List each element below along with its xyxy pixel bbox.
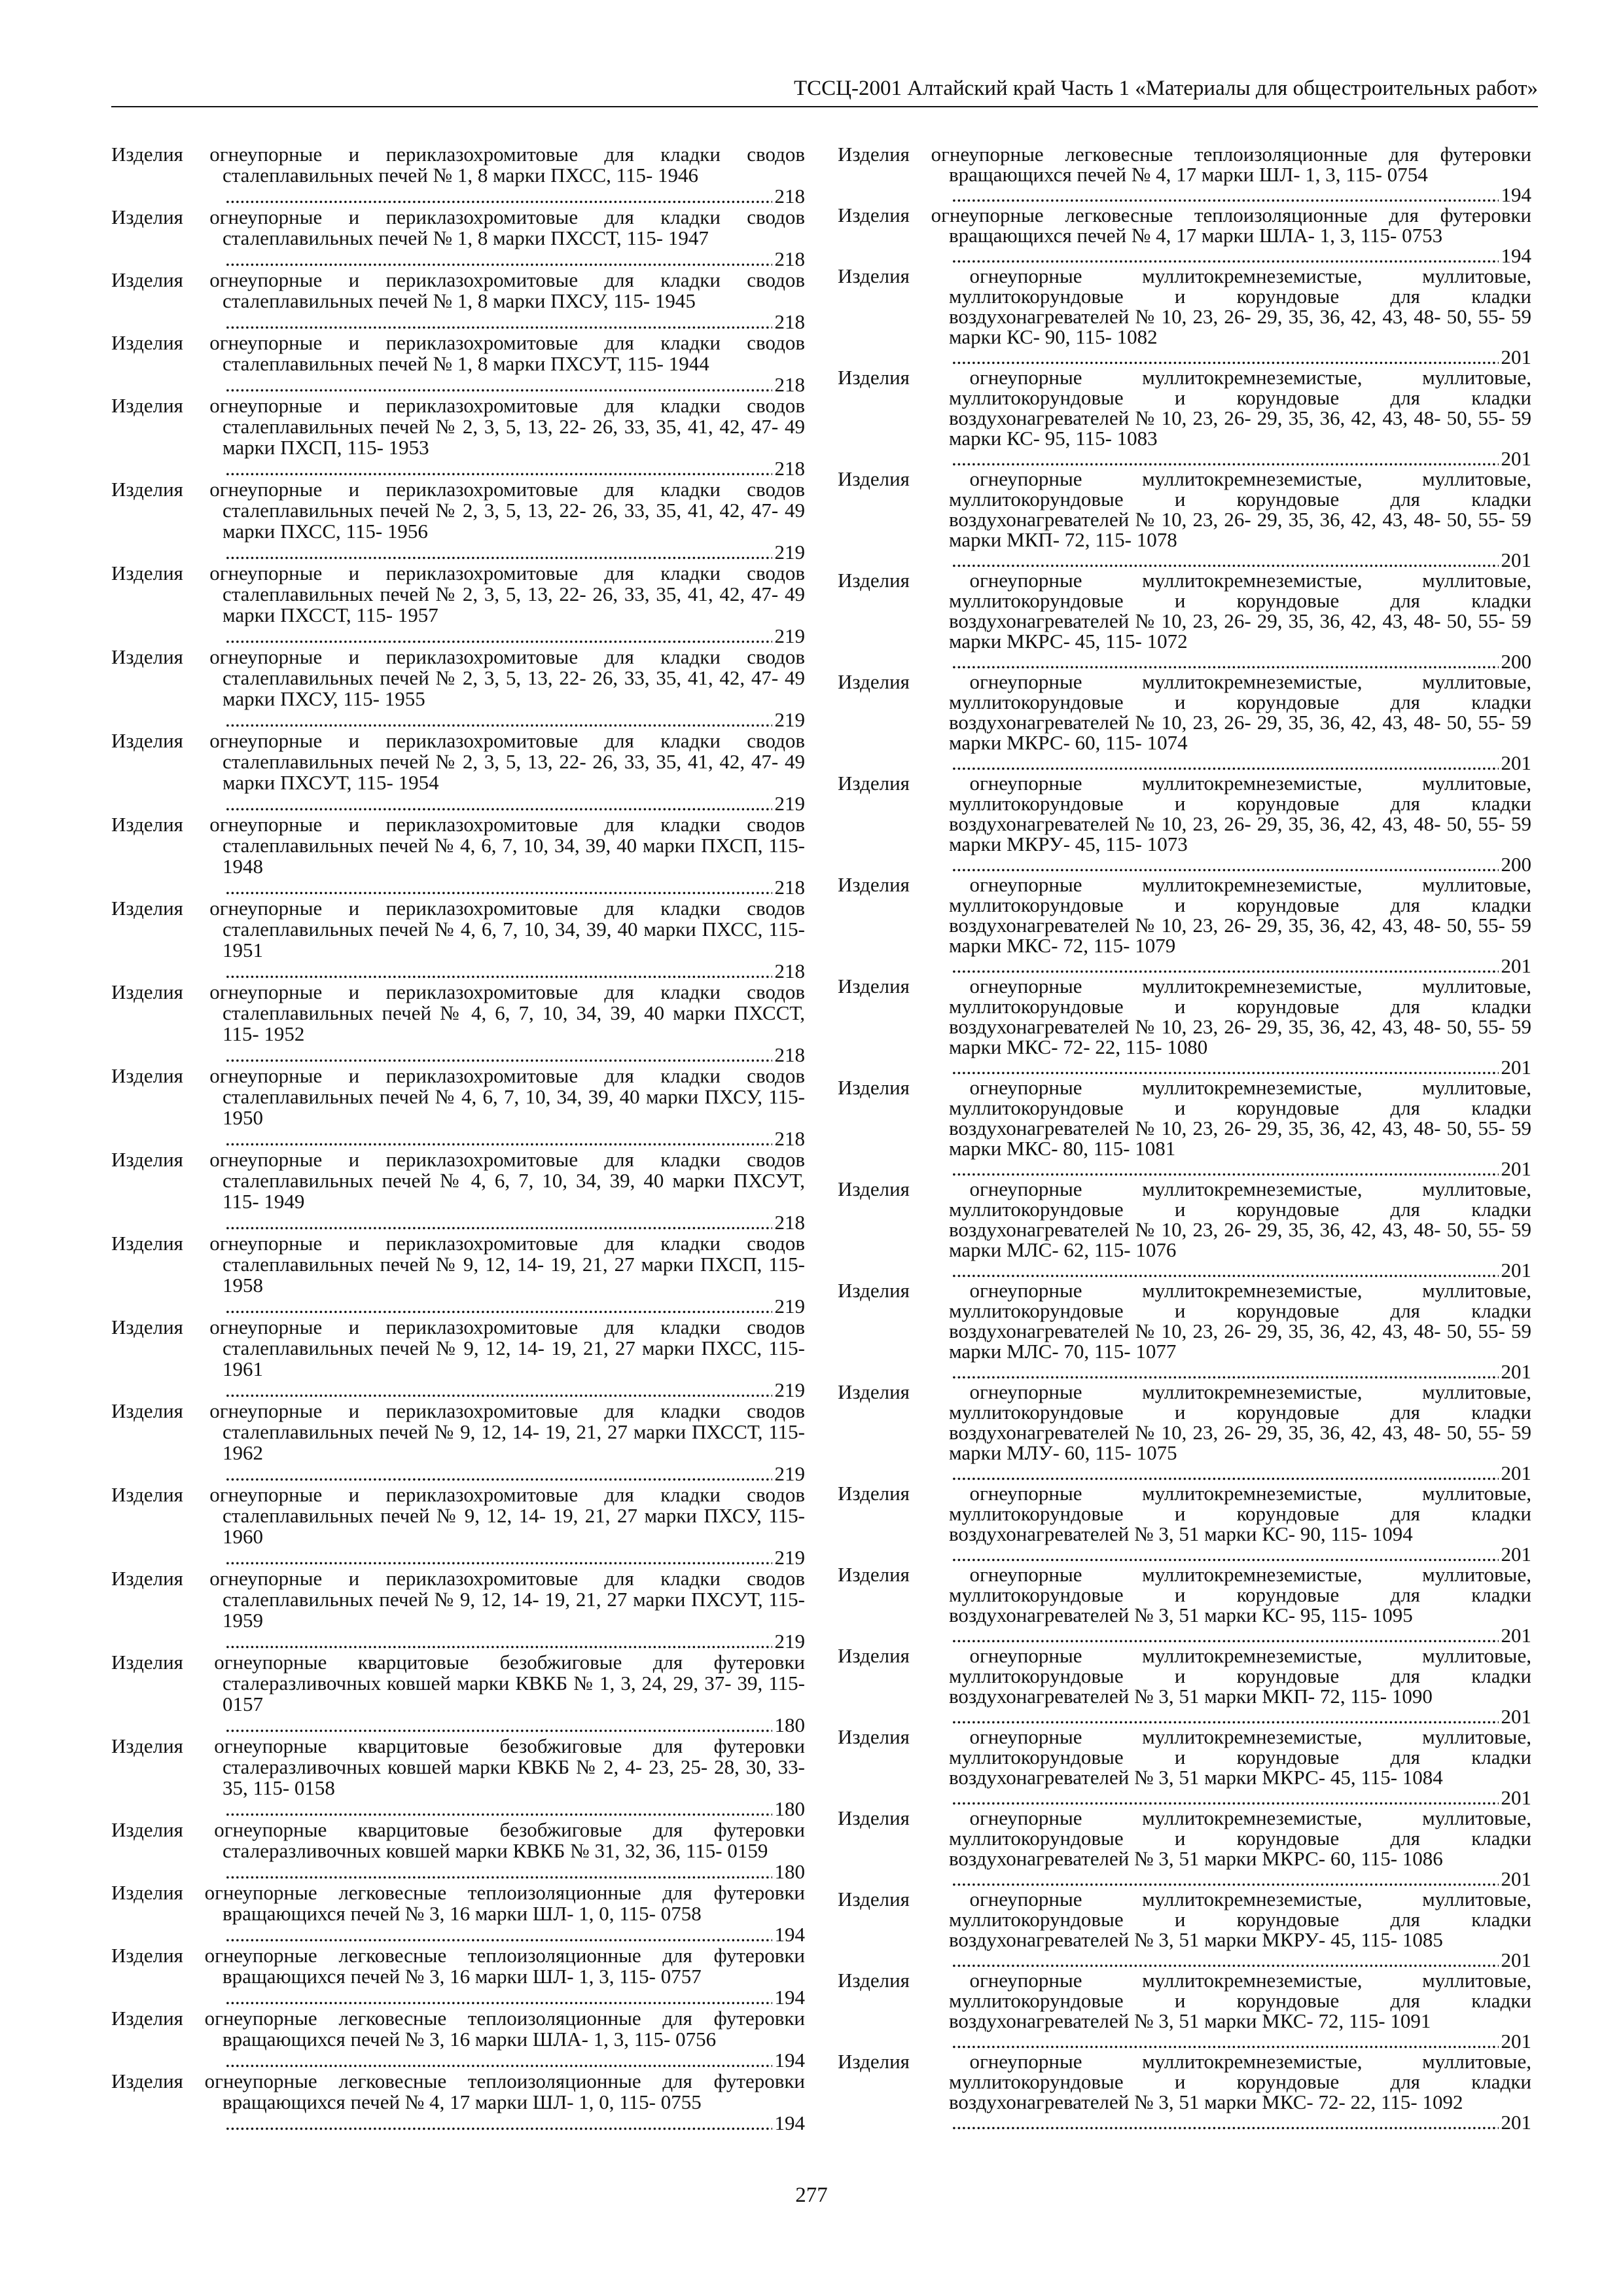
index-entry: [111, 730, 805, 814]
index-entry-leader: [223, 1212, 805, 1233]
index-entry-leader: [223, 1380, 805, 1401]
index-entry-text: Изделия огнеупорные и периклазохромитовые для кладки сводов сталеплавильных печей № 9, 12, 14- 19, 21, 27 марки ПХССТ, 115- 1962: [111, 1399, 805, 1464]
index-entry-text: Изделия огнеупорные и периклазохромитовые для кладки сводов сталеплавильных печей № 9, 12, 14- 19, 21, 27 марки ПХСУ, 115- 1960: [111, 1483, 805, 1548]
index-entry-leader: [223, 1924, 805, 1945]
index-entry-page: 201: [1501, 1056, 1531, 1079]
index-entry: [838, 1179, 1531, 1280]
index-entry: [838, 1970, 1531, 2051]
dot-leader: [225, 877, 772, 898]
index-entry: [838, 672, 1531, 773]
index-entry-text: Изделия огнеупорные муллитокремнеземистые, муллитовые, муллитокорундовые и корундовые для кладки воздухонагревателей № 3, 51 марки КС- 90, 115- 1094: [838, 1482, 1531, 1545]
dot-leader: [952, 1463, 1499, 1483]
dot-leader: [225, 1128, 772, 1149]
index-entry-page: 201: [1501, 1705, 1531, 1728]
index-entry: [111, 982, 805, 1066]
index-entry-page: 201: [1501, 1867, 1531, 1890]
index-entry-leader: [949, 1361, 1531, 1382]
index-entry: [111, 1484, 805, 1568]
index-entry: [111, 898, 805, 982]
index-entry-leader: [223, 249, 805, 270]
index-entry: [838, 773, 1531, 874]
index-column-left: [111, 144, 805, 2134]
index-entry-text: Изделия огнеупорные кварцитовые безобжиговые для футеровки сталеразливочных ковшей марки КВКБ № 31, 32, 36, 115- 0159: [111, 1818, 805, 1862]
dot-leader: [952, 1625, 1499, 1645]
index-entry-leader: [949, 1057, 1531, 1077]
dot-leader: [952, 448, 1499, 469]
dot-leader: [225, 793, 772, 814]
index-entry-text: Изделия огнеупорные муллитокремнеземистые, муллитовые, муллитокорундовые и корундовые для кладки воздухонагревателей № 3, 51 марки МКРУ- 45, 115- 1085: [838, 1888, 1531, 1951]
index-entry: [111, 332, 805, 395]
index-entry-text: Изделия огнеупорные легковесные теплоизоляционные для футеровки вращающихся печей № 4, 17 марки ШЛ- 1, 3, 115- 0754: [838, 143, 1531, 186]
dot-leader: [225, 186, 772, 207]
index-entry-page: 201: [1501, 1157, 1531, 1180]
index-entry-leader: [949, 1787, 1531, 1808]
index-entry-text: Изделия огнеупорные муллитокремнеземистые, муллитовые, муллитокорундовые и корундовые для кладки воздухонагревателей № 3, 51 марки МКРС- 60, 115- 1086: [838, 1806, 1531, 1870]
index-entry: [111, 395, 805, 479]
index-entry-page: 218: [774, 960, 805, 982]
index-entry: [838, 1077, 1531, 1179]
index-entry-page: 201: [1501, 548, 1531, 571]
index-entry-leader: [949, 1158, 1531, 1179]
index-entry-text: Изделия огнеупорные муллитокремнеземистые, муллитовые, муллитокорундовые и корундовые для кладки воздухонагревателей № 10, 23, 26- 29, 35, 36, 42, 43, 48- 50, 55- 59 марки КС- 90, 115- 1082: [838, 264, 1531, 348]
dot-leader: [952, 185, 1499, 205]
index-entry-page: 180: [774, 1713, 805, 1736]
index-entry-leader: [949, 185, 1531, 205]
index-entry-page: 194: [774, 2111, 805, 2134]
dot-leader: [952, 2031, 1499, 2051]
dot-leader: [225, 1799, 772, 1820]
dot-leader: [225, 458, 772, 479]
index-entry-text: Изделия огнеупорные и периклазохромитовые для кладки сводов сталеплавильных печей № 4, 6, 7, 10, 34, 39, 40 марки ПХССТ, 115- 1952: [111, 980, 805, 1045]
index-entry-page: 218: [774, 373, 805, 396]
index-entry-page: 180: [774, 1860, 805, 1883]
index-entry-text: Изделия огнеупорные муллитокремнеземистые, муллитовые, муллитокорундовые и корундовые для кладки воздухонагревателей № 10, 23, 26- 29, 35, 36, 42, 43, 48- 50, 55- 59 марки МКС- 72, 115- 1079: [838, 873, 1531, 957]
dot-leader: [225, 1547, 772, 1568]
index-entry-text: Изделия огнеупорные и периклазохромитовые для кладки сводов сталеплавильных печей № 9, 12, 14- 19, 21, 27 марки ПХСС, 115- 1961: [111, 1316, 805, 1380]
dot-leader: [952, 854, 1499, 874]
index-entry-text: Изделия огнеупорные легковесные теплоизоляционные для футеровки вращающихся печей № 4, 17 марки ШЛ- 1, 0, 115- 0755: [111, 2070, 805, 2113]
index-entry-text: Изделия огнеупорные легковесные теплоизоляционные для футеровки вращающихся печей № 3, 16 марки ШЛ- 1, 0, 115- 0758: [111, 1881, 805, 1925]
index-entry-page: 194: [1501, 244, 1531, 267]
index-entry-text: Изделия огнеупорные и периклазохромитовые для кладки сводов сталеплавильных печей № 1, 8 марки ПХССТ, 115- 1947: [111, 206, 805, 249]
index-entry-leader: [949, 1544, 1531, 1564]
index-entry-page: 194: [774, 1986, 805, 2009]
index-entry-page: 218: [774, 310, 805, 333]
index-entry-page: 219: [774, 1378, 805, 1401]
index-entry-page: 218: [774, 247, 805, 270]
index-entry-text: Изделия огнеупорные муллитокремнеземистые, муллитовые, муллитокорундовые и корундовые для кладки воздухонагревателей № 3, 51 марки МКП- 72, 115- 1090: [838, 1644, 1531, 1708]
index-entry-leader: [949, 550, 1531, 570]
index-entry-leader: [949, 651, 1531, 672]
index-entry: [111, 1652, 805, 1736]
index-entry-leader: [223, 1547, 805, 1568]
index-entry-page: 201: [1501, 1462, 1531, 1484]
index-entry: [838, 144, 1531, 205]
index-entry-leader: [949, 2112, 1531, 2132]
index-entry-leader: [949, 1463, 1531, 1483]
index-entry-text: Изделия огнеупорные и периклазохромитовые для кладки сводов сталеплавильных печей № 9, 12, 14- 19, 21, 27 марки ПХСУТ, 115- 1959: [111, 1567, 805, 1632]
index-entry-page: 201: [1501, 1786, 1531, 1809]
index-entry-text: Изделия огнеупорные муллитокремнеземистые, муллитовые, муллитокорундовые и корундовые для кладки воздухонагревателей № 10, 23, 26- 29, 35, 36, 42, 43, 48- 50, 55- 59 марки КС- 95, 115- 1083: [838, 366, 1531, 450]
index-entry-page: 201: [1501, 2111, 1531, 2134]
dot-leader: [952, 1869, 1499, 1889]
index-column-right: [838, 144, 1531, 2132]
dot-leader: [952, 347, 1499, 367]
index-entry: [111, 814, 805, 898]
index-entry-page: 219: [774, 1462, 805, 1485]
index-entry: [111, 1066, 805, 1149]
index-entry-page: 201: [1501, 447, 1531, 470]
index-entry-text: Изделия огнеупорные муллитокремнеземистые, муллитовые, муллитокорундовые и корундовые для кладки воздухонагревателей № 10, 23, 26- 29, 35, 36, 42, 43, 48- 50, 55- 59 марки МКС- 72- 22, 115- 1080: [838, 975, 1531, 1058]
index-entry-page: 218: [774, 1127, 805, 1150]
index-entry-leader: [223, 1799, 805, 1820]
index-entry-page: 201: [1501, 2030, 1531, 2053]
index-entry-text: Изделия огнеупорные и периклазохромитовые для кладки сводов сталеплавильных печей № 1, 8 марки ПХСУ, 115- 1945: [111, 268, 805, 312]
index-entry-text: Изделия огнеупорные и периклазохромитовые для кладки сводов сталеплавильных печей № 2, 3, 5, 13, 22- 26, 33, 35, 41, 42, 47- 49 марки ПХСП, 115- 1953: [111, 394, 805, 459]
index-entry-text: Изделия огнеупорные и периклазохромитовые для кладки сводов сталеплавильных печей № 2, 3, 5, 13, 22- 26, 33, 35, 41, 42, 47- 49 марки ПХССТ, 115- 1957: [111, 562, 805, 626]
index-entry-text: Изделия огнеупорные муллитокремнеземистые, муллитовые, муллитокорундовые и корундовые для кладки воздухонагревателей № 10, 23, 26- 29, 35, 36, 42, 43, 48- 50, 55- 59 марки МЛС- 70, 115- 1077: [838, 1279, 1531, 1363]
index-entry: [111, 563, 805, 647]
index-entry: [838, 874, 1531, 976]
index-entry-leader: [223, 2050, 805, 2071]
index-entry-leader: [223, 312, 805, 332]
index-entry-page: 218: [774, 185, 805, 207]
index-entry-text: Изделия огнеупорные муллитокремнеземистые, муллитовые, муллитокорундовые и корундовые для кладки воздухонагревателей № 3, 51 марки МКС- 72- 22, 115- 1092: [838, 2050, 1531, 2113]
index-entry-leader: [223, 2113, 805, 2134]
dot-leader: [952, 1544, 1499, 1564]
dot-leader: [225, 961, 772, 982]
index-entry: [111, 479, 805, 563]
index-entry-leader: [949, 956, 1531, 976]
index-entry-page: 201: [1501, 1259, 1531, 1282]
dot-leader: [952, 1706, 1499, 1727]
index-entry: [838, 1889, 1531, 1970]
index-entry: [838, 1382, 1531, 1483]
index-entry-leader: [223, 374, 805, 395]
index-entry-leader: [223, 793, 805, 814]
dot-leader: [225, 1380, 772, 1401]
index-entry: [838, 266, 1531, 367]
index-entry-text: Изделия огнеупорные и периклазохромитовые для кладки сводов сталеплавильных печей № 4, 6, 7, 10, 34, 39, 40 марки ПХСС, 115- 1951: [111, 897, 805, 961]
index-entry-leader: [223, 1861, 805, 1882]
dot-leader: [952, 1361, 1499, 1382]
index-entry-page: 201: [1501, 1543, 1531, 1566]
index-entry: [111, 1568, 805, 1652]
index-entry-page: 219: [774, 1630, 805, 1653]
index-entry-leader: [223, 1631, 805, 1652]
index-entry-page: 194: [1501, 183, 1531, 206]
index-entry: [111, 2071, 805, 2134]
index-entry-page: 218: [774, 876, 805, 899]
dot-leader: [952, 1260, 1499, 1280]
index-entry-page: 218: [774, 1043, 805, 1066]
index-entry-leader: [223, 458, 805, 479]
index-entry-text: Изделия огнеупорные муллитокремнеземистые, муллитовые, муллитокорундовые и корундовые для кладки воздухонагревателей № 10, 23, 26- 29, 35, 36, 42, 43, 48- 50, 55- 59 марки МКРС- 45, 115- 1072: [838, 569, 1531, 653]
index-entry-text: Изделия огнеупорные и периклазохромитовые для кладки сводов сталеплавильных печей № 4, 6, 7, 10, 34, 39, 40 марки ПХСУТ, 115- 1949: [111, 1148, 805, 1213]
dot-leader: [952, 753, 1499, 773]
index-entry-text: Изделия огнеупорные муллитокремнеземистые, муллитовые, муллитокорундовые и корундовые для кладки воздухонагревателей № 3, 51 марки КС- 95, 115- 1095: [838, 1563, 1531, 1626]
index-entry: [838, 2051, 1531, 2132]
index-entry-page: 180: [774, 1797, 805, 1820]
index-entry: [111, 1149, 805, 1233]
index-entry-text: Изделия огнеупорные муллитокремнеземистые, муллитовые, муллитокорундовые и корундовые для кладки воздухонагревателей № 10, 23, 26- 29, 35, 36, 42, 43, 48- 50, 55- 59 марки МКРУ- 45, 115- 1073: [838, 772, 1531, 855]
index-entry: [111, 647, 805, 730]
index-entry-page: 218: [774, 1211, 805, 1234]
index-entry-text: Изделия огнеупорные и периклазохромитовые для кладки сводов сталеплавильных печей № 9, 12, 14- 19, 21, 27 марки ПХСП, 115- 1958: [111, 1232, 805, 1297]
index-entry: [838, 570, 1531, 672]
dot-leader: [952, 651, 1499, 672]
index-entry: [838, 1483, 1531, 1564]
dot-leader: [225, 1296, 772, 1317]
index-entry: [838, 1808, 1531, 1889]
index-entry-text: Изделия огнеупорные и периклазохромитовые для кладки сводов сталеплавильных печей № 2, 3, 5, 13, 22- 26, 33, 35, 41, 42, 47- 49 марки ПХСУТ, 115- 1954: [111, 729, 805, 794]
index-entry: [111, 207, 805, 270]
index-entry: [838, 1564, 1531, 1645]
index-entry-text: Изделия огнеупорные муллитокремнеземистые, муллитовые, муллитокорундовые и корундовые для кладки воздухонагревателей № 10, 23, 26- 29, 35, 36, 42, 43, 48- 50, 55- 59 марки МЛС- 62, 115- 1076: [838, 1177, 1531, 1261]
index-entry: [111, 1317, 805, 1401]
dot-leader: [225, 1924, 772, 1945]
index-entry: [111, 144, 805, 207]
dot-leader: [952, 1950, 1499, 1970]
index-entry-text: Изделия огнеупорные и периклазохромитовые для кладки сводов сталеплавильных печей № 4, 6, 7, 10, 34, 39, 40 марки ПХСП, 115- 1948: [111, 813, 805, 878]
index-entry-page: 219: [774, 1295, 805, 1318]
index-entry: [838, 1645, 1531, 1727]
index-entry-leader: [223, 626, 805, 647]
index-entry-text: Изделия огнеупорные муллитокремнеземистые, муллитовые, муллитокорундовые и корундовые для кладки воздухонагревателей № 10, 23, 26- 29, 35, 36, 42, 43, 48- 50, 55- 59 марки МЛУ- 60, 115- 1075: [838, 1380, 1531, 1464]
index-entry-leader: [223, 709, 805, 730]
index-entry-page: 201: [1501, 346, 1531, 368]
index-entry-page: 219: [774, 541, 805, 564]
index-entry: [111, 1736, 805, 1820]
dot-leader: [225, 374, 772, 395]
index-entry-page: 219: [774, 624, 805, 647]
index-entry-leader: [223, 877, 805, 898]
index-entry: [111, 1820, 805, 1882]
index-entry-page: 219: [774, 792, 805, 815]
index-entry-text: Изделия огнеупорные и периклазохромитовые для кладки сводов сталеплавильных печей № 2, 3, 5, 13, 22- 26, 33, 35, 41, 42, 47- 49 марки ПХСУ, 115- 1955: [111, 645, 805, 710]
index-entry-leader: [223, 961, 805, 982]
index-entry: [838, 205, 1531, 266]
index-entry-text: Изделия огнеупорные кварцитовые безобжиговые для футеровки сталеразливочных ковшей марки КВКБ № 1, 3, 24, 29, 37- 39, 115- 0157: [111, 1651, 805, 1715]
index-entry-leader: [223, 1987, 805, 2008]
index-entry-leader: [949, 448, 1531, 469]
dot-leader: [225, 1715, 772, 1736]
index-entry-leader: [949, 2031, 1531, 2051]
index-entry-page: 200: [1501, 853, 1531, 876]
index-entry-leader: [949, 1625, 1531, 1645]
index-entry-page: 201: [1501, 954, 1531, 977]
header-title: ТССЦ-2001 Алтайский край Часть 1 «Материалы для общестроительных работ»: [793, 77, 1538, 100]
index-entry-leader: [949, 347, 1531, 367]
dot-leader: [952, 245, 1499, 266]
index-entry-leader: [223, 542, 805, 563]
dot-leader: [225, 626, 772, 647]
index-entry-page: 201: [1501, 1624, 1531, 1647]
dot-leader: [952, 1057, 1499, 1077]
index-entry-page: 219: [774, 708, 805, 731]
index-entry-text: Изделия огнеупорные легковесные теплоизоляционные для футеровки вращающихся печей № 3, 16 марки ШЛ- 1, 3, 115- 0757: [111, 1944, 805, 1988]
dot-leader: [225, 2050, 772, 2071]
index-entry-leader: [949, 1869, 1531, 1889]
index-entry-leader: [949, 753, 1531, 773]
index-entry-text: Изделия огнеупорные муллитокремнеземистые, муллитовые, муллитокорундовые и корундовые для кладки воздухонагревателей № 3, 51 марки МКС- 72, 115- 1091: [838, 1969, 1531, 2032]
index-entry: [111, 270, 805, 332]
dot-leader: [225, 1631, 772, 1652]
index-entry: [838, 1727, 1531, 1808]
index-entry-text: Изделия огнеупорные кварцитовые безобжиговые для футеровки сталеразливочных ковшей марки КВКБ № 2, 4- 23, 25- 28, 30, 33- 35, 115- 0158: [111, 1734, 805, 1799]
index-entry-page: 200: [1501, 650, 1531, 673]
index-entry: [838, 469, 1531, 570]
index-entry-text: Изделия огнеупорные легковесные теплоизоляционные для футеровки вращающихся печей № 4, 17 марки ШЛА- 1, 3, 115- 0753: [838, 204, 1531, 247]
dot-leader: [952, 2112, 1499, 2132]
dot-leader: [225, 542, 772, 563]
index-entry-leader: [223, 1715, 805, 1736]
index-entry-text: Изделия огнеупорные муллитокремнеземистые, муллитовые, муллитокорундовые и корундовые для кладки воздухонагревателей № 10, 23, 26- 29, 35, 36, 42, 43, 48- 50, 55- 59 марки МКП- 72, 115- 1078: [838, 467, 1531, 551]
dot-leader: [225, 1045, 772, 1066]
index-entry: [838, 1280, 1531, 1382]
dot-leader: [952, 956, 1499, 976]
running-header: [111, 71, 1538, 107]
dot-leader: [225, 709, 772, 730]
dot-leader: [225, 249, 772, 270]
index-entry-leader: [223, 1045, 805, 1066]
index-entry-leader: [223, 1463, 805, 1484]
index-entry-page: 194: [774, 1923, 805, 1946]
index-entry: [838, 976, 1531, 1077]
index-entry-leader: [949, 1260, 1531, 1280]
dot-leader: [952, 1787, 1499, 1808]
index-entry-text: Изделия огнеупорные и периклазохромитовые для кладки сводов сталеплавильных печей № 2, 3, 5, 13, 22- 26, 33, 35, 41, 42, 47- 49 марки ПХСС, 115- 1956: [111, 478, 805, 543]
dot-leader: [225, 1212, 772, 1233]
index-entry-text: Изделия огнеупорные и периклазохромитовые для кладки сводов сталеплавильных печей № 4, 6, 7, 10, 34, 39, 40 марки ПХСУ, 115- 1950: [111, 1064, 805, 1129]
index-entry: [111, 2008, 805, 2071]
index-entry-text: Изделия огнеупорные муллитокремнеземистые, муллитовые, муллитокорундовые и корундовые для кладки воздухонагревателей № 10, 23, 26- 29, 35, 36, 42, 43, 48- 50, 55- 59 марки МКС- 80, 115- 1081: [838, 1076, 1531, 1160]
index-entry-text: Изделия огнеупорные легковесные теплоизоляционные для футеровки вращающихся печей № 3, 16 марки ШЛА- 1, 3, 115- 0756: [111, 2007, 805, 2051]
dot-leader: [225, 1463, 772, 1484]
index-entry-page: 201: [1501, 1948, 1531, 1971]
dot-leader: [225, 1987, 772, 2008]
index-entry-leader: [223, 186, 805, 207]
dot-leader: [952, 1158, 1499, 1179]
index-entry-leader: [949, 245, 1531, 266]
dot-leader: [952, 550, 1499, 570]
page-number: 277: [795, 2183, 828, 2207]
index-entry-text: Изделия огнеупорные муллитокремнеземистые, муллитовые, муллитокорундовые и корундовые для кладки воздухонагревателей № 10, 23, 26- 29, 35, 36, 42, 43, 48- 50, 55- 59 марки МКРС- 60, 115- 1074: [838, 670, 1531, 754]
index-entry-text: Изделия огнеупорные муллитокремнеземистые, муллитовые, муллитокорундовые и корундовые для кладки воздухонагревателей № 3, 51 марки МКРС- 45, 115- 1084: [838, 1725, 1531, 1789]
index-entry: [111, 1882, 805, 1945]
index-entry-page: 201: [1501, 1360, 1531, 1383]
index-entry-page: 219: [774, 1546, 805, 1569]
index-entry: [111, 1945, 805, 2008]
index-entry-page: 218: [774, 457, 805, 480]
index-entry-leader: [949, 1950, 1531, 1970]
index-entry-page: 194: [774, 2049, 805, 2072]
index-entry: [838, 367, 1531, 469]
index-entry-leader: [949, 1706, 1531, 1727]
index-entry: [111, 1401, 805, 1484]
dot-leader: [225, 312, 772, 332]
dot-leader: [225, 2113, 772, 2134]
index-entry-leader: [949, 854, 1531, 874]
index-entry-text: Изделия огнеупорные и периклазохромитовые для кладки сводов сталеплавильных печей № 1, 8 марки ПХСС, 115- 1946: [111, 143, 805, 187]
index-entry-leader: [223, 1296, 805, 1317]
index-entry-page: 201: [1501, 751, 1531, 774]
index-entry-text: Изделия огнеупорные и периклазохромитовые для кладки сводов сталеплавильных печей № 1, 8 марки ПХСУТ, 115- 1944: [111, 331, 805, 375]
index-entry-leader: [223, 1128, 805, 1149]
index-entry: [111, 1233, 805, 1317]
dot-leader: [225, 1861, 772, 1882]
